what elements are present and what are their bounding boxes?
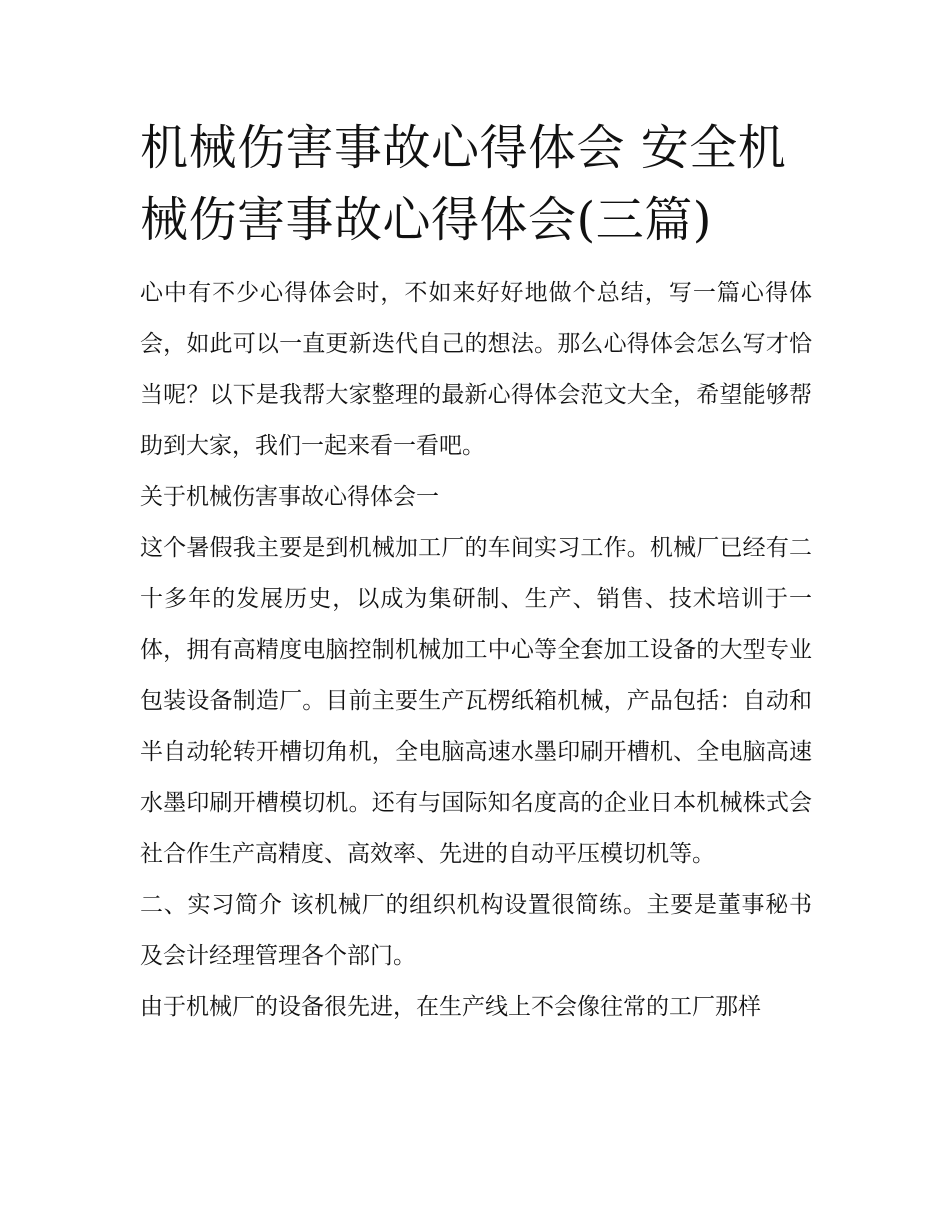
body-paragraph-1: 这个暑假我主要是到机械加工厂的车间实习工作。机械厂已经有二十多年的发展历史，以成为集研制、生产、销售、技术培训于一体，拥有高精度电脑控制机械加工中心等全套加工设备的大型专业包装设备制造厂。目前主要生产瓦楞纸箱机械，产品包括：自动和半自动轮转开槽切角机，全电脑高速水墨印刷开槽机、全电脑高速水墨印刷开槽模切机。还有与国际知名度高的企业日本机械株式会社合作生产高精度、高效率、先进的自动平压模切机等。: [140, 535, 812, 867]
document-title: 机械伤害事故心得体会 安全机械伤害事故心得体会(三篇): [140, 120, 787, 248]
body-paragraph-2: 二、实习简介 该机械厂的组织机构设置很简练。主要是董事秘书及会计经理管理各个部门。: [140, 892, 812, 969]
section-heading: 关于机械伤害事故心得体会一: [140, 484, 439, 510]
document-body: [140, 112, 812, 1033]
body-paragraph-3: 由于机械厂的设备很先进，在生产线上不会像往常的工厂那样: [140, 994, 761, 1020]
intro-paragraph: 心中有不少心得体会时，不如来好好地做个总结，写一篇心得体会，如此可以一直更新迭代自己的想法。那么心得体会怎么写才恰当呢？以下是我帮大家整理的最新心得体会范文大全，希望能够帮助到大家，我们一起来看一看吧。: [140, 280, 812, 459]
